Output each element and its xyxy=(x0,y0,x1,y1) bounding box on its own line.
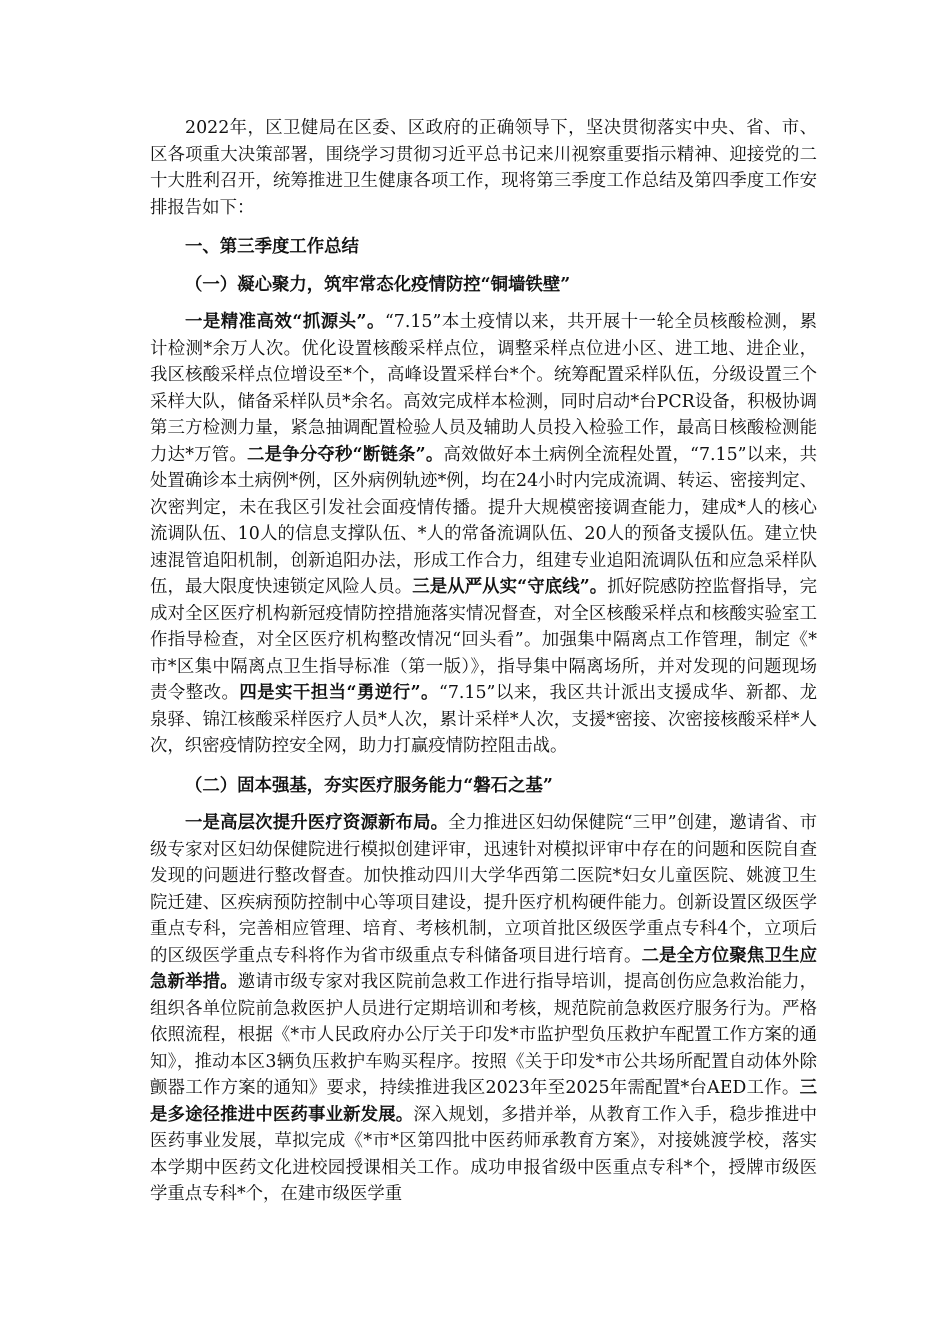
subsection-heading-1: （一）凝心聚力，筑牢常态化疫情防控“铜墙铁壁” xyxy=(185,274,571,295)
point-6-text: 邀请市级专家对我区院前急救工作进行指导培训，提高创伤应急救治能力，组织各单位院前急救医护人员进行定期培训和考核，规范院前急救医疗服务行为。严格依照流程，根据《*市人民政府办公厅关于印发*市监护型负压救护车配置工作方案的通知》，推动本区3辆负压救护车购买程序。按照《关于印发*市公共场所配置自动体外除颤器工作方案的通知》要求，持续推进我区2023年至2025年需配置*台AED工作。 xyxy=(150,972,817,1098)
subsection-1-paragraph xyxy=(150,309,817,760)
point-4-title: 四是实干担当“勇逆行”。 xyxy=(239,683,439,703)
point-3-text: 抓好院感防控监督指导，完成对全区医疗机构新冠疫情防控措施落实情况督查，对全区核酸采样点和核酸实验室工作指导检查，对全区医疗机构整改情况“回头看”。加强集中隔离点工作管理，制定《*市*区集中隔离点卫生指导标准（第一版）》，指导集中隔离场所，并对发现的问题现场责令整改。 xyxy=(150,577,817,703)
point-5-text: 全力推进区妇幼保健院“三甲”创建，邀请省、市级专家对区妇幼保健院进行模拟创建评审，迅速针对模拟评审中存在的问题和医院自查发现的问题进行整改督查。加快推动四川大学华西第二医院*妇女儿童医院、姚渡卫生院迁建、区疾病预防控制中心等项目建设，提升医疗机构硬件能力。创新设置区级医学重点专科，完善相应管理、培育、考核机制，立项首批区级医学重点专科4个，立项后的区级医学重点专科将作为省市级重点专科储备项目进行培育。 xyxy=(150,813,817,966)
point-3-title: 三是从严从实“守底线”。 xyxy=(412,577,608,597)
point-7-text: 深入规划，多措并举，从教育工作入手，稳步推进中医药事业发展，草拟完成《*市*区第四批中医药师承教育方案》，对接姚渡学校，落实本学期中医药文化进校园授课相关工作。成功申报省级中医重点专科*个，授牌市级医学重点专科*个，在建市级医学重 xyxy=(150,1104,817,1204)
intro-paragraph: 2022年，区卫健局在区委、区政府的正确领导下，坚决贯彻落实中央、省、市、区各项重大决策部署，围绕学习贯彻习近平总书记来川视察重要指示精神、迎接党的二十大胜利召开，统筹推进卫生健康各项工作，现将第三季度工作总结及第四季度工作安排报告如下： xyxy=(150,118,817,218)
point-7-title: 三是多途径推进中医药事业新发展。 xyxy=(150,1078,817,1125)
point-4-text: “7.15”以来，我区共计派出支援成华、新都、龙泉驿、锦江核酸采样医疗人员*人次，累计采样*人次，支援*密接、次密接核酸采样*人次，织密疫情防控安全网，助力打赢疫情防控阻击战。 xyxy=(150,683,817,756)
subsection-heading-2: （二）固本强基，夯实医疗服务能力“磐石之基” xyxy=(185,775,553,796)
point-2-title: 二是争分夺秒“断链条”。 xyxy=(246,444,444,465)
point-2-text: 高效做好本土病例全流程处置，“7.15”以来，共处置确诊本土病例*例，区外病例轨迹*例，均在24小时内完成流调、转运、密接判定、次密判定，未在我区引发社会面疫情传播。提升大规模密接调查能力，建成*人的核心流调队伍、10人的信息支撑队伍、*人的常备流调队伍、20人的预备支援队伍。建立快速混管追阳机制，创新追阳办法，形成工作合力，组建专业追阳流调队伍和应急采样队伍，最大限度快速锁定风险人员。 xyxy=(150,444,817,597)
point-6-title: 二是全方位聚焦卫生应急新举措。 xyxy=(150,945,817,992)
point-5-title: 一是高层次提升医疗资源新布局。 xyxy=(185,813,449,833)
subsection-2-paragraph xyxy=(150,810,817,1208)
point-1-title: 一是精准高效“抓源头”。 xyxy=(185,312,385,332)
section-heading: 一、第三季度工作总结 xyxy=(185,237,359,257)
point-1-text: “7.15”本土疫情以来，共开展十一轮全员核酸检测，累计检测*余万人次。优化设置核酸采样点位，调整采样点位进小区、进工地、进企业，我区核酸采样点位增设至*个，高峰设置采样台*个。统筹配置采样队伍，分级设置三个采样大队，储备采样队员*余名。高效完成样本检测，同时启动*台PCR设备，积极协调第三方检测力量，紧急抽调配置检验人员及辅助人员投入检验工作，最高日核酸检测能力达*万管。 xyxy=(150,312,817,465)
